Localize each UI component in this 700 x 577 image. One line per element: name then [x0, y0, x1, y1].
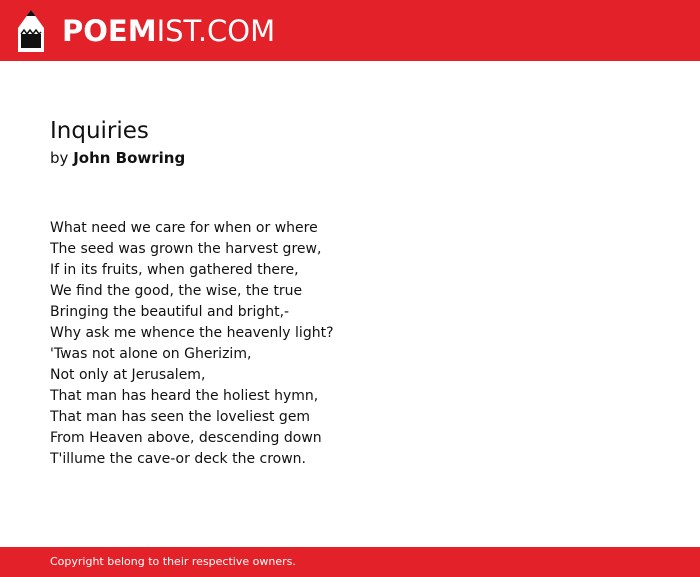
poem-line: From Heaven above, descending down: [50, 430, 322, 446]
site-header: [0, 0, 700, 61]
copyright-text: Copyright belong to their respective owners.: [50, 555, 296, 568]
poem-line: We find the good, the wise, the true: [50, 283, 303, 299]
wordmark-strong: POEM: [62, 14, 157, 48]
poem-author: John Bowring: [73, 149, 186, 167]
poem-line: Not only at Jerusalem,: [50, 367, 206, 383]
poem-line: That man has seen the loveliest gem: [50, 409, 311, 425]
site-footer: [0, 547, 700, 577]
by-label: by: [50, 149, 69, 167]
poem-line: That man has heard the holiest hymn,: [50, 388, 319, 404]
poem-line: 'Twas not alone on Gherizim,: [50, 346, 252, 362]
pencil-icon: [18, 10, 44, 52]
poem-line: What need we care for when or where: [50, 220, 318, 236]
poem-byline: [50, 146, 650, 170]
site-wordmark: [62, 10, 275, 52]
poem-line: If in its fruits, when gathered there,: [50, 262, 299, 278]
poem-title: Inquiries: [50, 118, 149, 144]
poem-heading: [50, 116, 650, 170]
site-logo-link[interactable]: [18, 10, 275, 52]
poem-line: T'illume the cave-or deck the crown.: [50, 451, 306, 467]
poem-line: Bringing the beautiful and bright,-: [50, 304, 290, 320]
poem-line: The seed was grown the harvest grew,: [50, 241, 322, 257]
poem-line: Why ask me whence the heavenly light?: [50, 325, 334, 341]
poem-body: [50, 218, 650, 470]
wordmark-light: IST.COM: [156, 14, 276, 48]
